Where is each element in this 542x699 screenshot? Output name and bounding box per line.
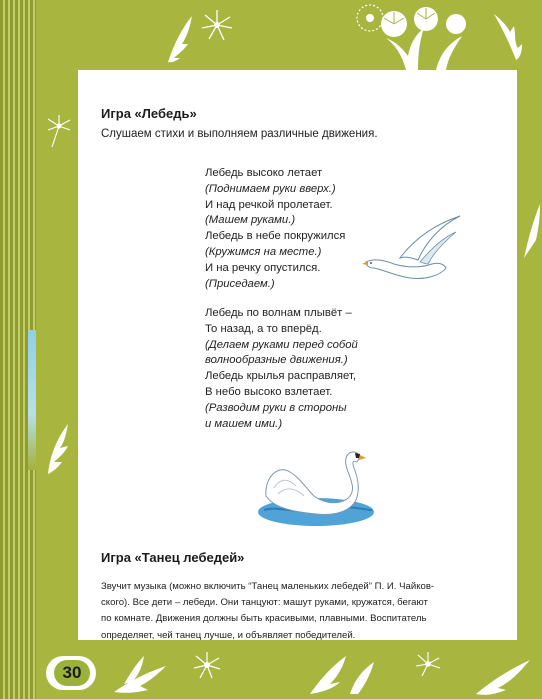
poem-line: Лебедь высоко летает [205, 167, 323, 179]
dandelion-leaf-icon [490, 10, 524, 62]
page-edge-color-band [28, 330, 36, 470]
poem-line: И на речку опустился. [205, 261, 321, 274]
swimming-swan-icon [256, 448, 376, 530]
game2-line: по комнате. Движения должны быть красивыми, плавными. Воспитатель [101, 613, 427, 625]
dandelion-leaf-icon [160, 14, 200, 64]
dandelion-leaf-icon [470, 648, 536, 696]
poem-line: и машем ими.) [205, 417, 283, 430]
dandelion-icon [192, 650, 222, 680]
dandelion-icon [200, 8, 234, 42]
dandelion-leaf-icon [40, 420, 76, 476]
game2-line: ского). Все дети – лебеди. Они танцуют: машут руками, кружатся, бегают [101, 597, 428, 609]
poem-line: В небо высоко взлетает. [205, 385, 333, 398]
dandelion-icon [414, 650, 442, 678]
game2-title: Игра «Танец лебедей» [101, 550, 245, 565]
game1-title: Игра «Лебедь» [101, 106, 197, 121]
game2-line: Звучит музыка (можно включить “Танец маленьких лебедей” П. И. Чайков- [101, 581, 435, 592]
poem-line: Лебедь крылья расправляет, [205, 370, 356, 383]
page-number: 30 [54, 660, 90, 686]
poem-line: То назад, а то вперёд. [205, 322, 322, 335]
poem-line: (Делаем руками перед собой [205, 338, 358, 351]
poem-line: Лебедь по волнам плывёт – [205, 307, 352, 319]
dandelion-leaf-icon [110, 652, 170, 696]
game1-intro: Слушаем стихи и выполняем различные движения. [101, 128, 378, 140]
poem-line: волнообразные движения.) [205, 354, 348, 367]
dandelion-leaf-icon [300, 650, 380, 696]
game2-line: определяет, чей танец лучше, и объявляет победителей. [101, 629, 356, 641]
poem-part-2 [205, 306, 455, 432]
poem-line: (Поднимаем руки вверх.) [205, 182, 336, 195]
poem-line: Лебедь в небе покружился [205, 230, 346, 243]
flying-swan-icon [360, 212, 472, 284]
poem-line: (Кружимся на месте.) [205, 245, 322, 258]
dandelion-icon [46, 114, 72, 148]
dandelion-leaf-icon [520, 200, 542, 260]
poem-line: И над речкой пролетает. [205, 198, 333, 211]
poem-line: (Разводим руки в стороны [205, 401, 347, 414]
dandelion-icon [376, 4, 486, 70]
content-panel [78, 70, 517, 640]
poem-line: (Приседаем.) [205, 277, 275, 290]
poem-line: (Машем руками.) [205, 214, 296, 227]
game2-description [101, 579, 499, 644]
